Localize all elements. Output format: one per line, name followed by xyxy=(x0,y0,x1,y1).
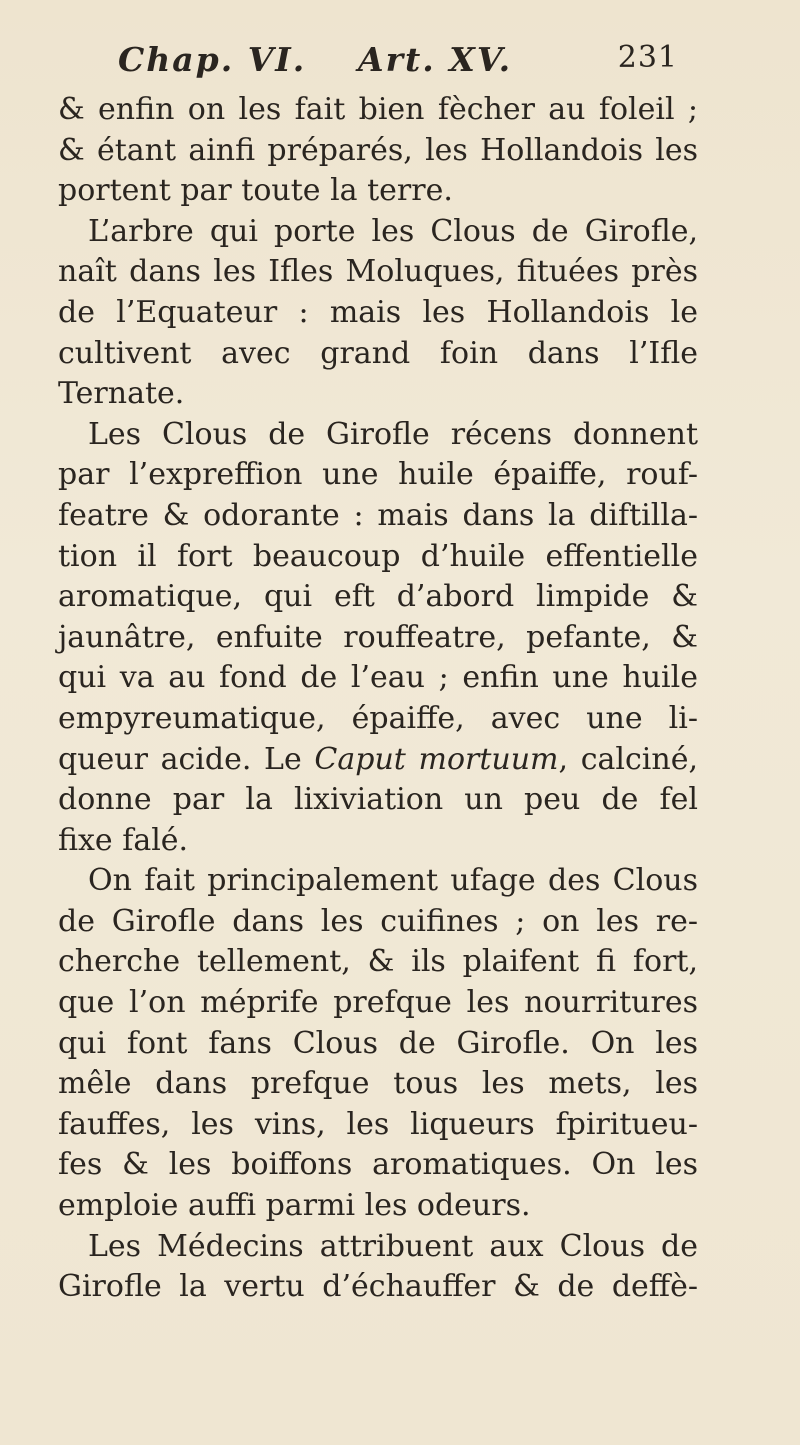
chapter-heading: Chap. VI. xyxy=(118,40,307,79)
text-line: On fait principalement ufage des Clous xyxy=(88,863,698,899)
article-heading: Art. XV. xyxy=(358,40,513,79)
text-line: & étant ainfi préparés, les Hollandois les xyxy=(58,132,698,168)
text-line: Les Médecins attribuent aux Clous de xyxy=(88,1228,698,1264)
text-line: aromatique, qui eft d’abord limpide & xyxy=(58,579,698,615)
text-line: featre & odorante : mais dans la diftilla- xyxy=(58,497,698,533)
italic-term: Caput mortuum xyxy=(314,741,559,777)
text-line: qui font fans Clous de Girofle. On les xyxy=(58,1025,698,1061)
text-line: Girofle la vertu d’échauffer & de deffè- xyxy=(58,1269,698,1305)
text-line: queur acide. Le Caput mortuum, calciné, xyxy=(58,741,698,777)
text-line: empyreumatique, épaiffe, avec une li- xyxy=(58,700,698,736)
text-line: jaunâtre, enfuite rouffeatre, pefante, & xyxy=(58,619,698,655)
text-line: fes & les boiffons aromatiques. On les xyxy=(58,1147,698,1183)
text-line: que l’on méprife prefque les nourritures xyxy=(58,985,698,1021)
text-line: mêle dans prefque tous les mets, les xyxy=(58,1066,698,1102)
text-line: de l’Equateur : mais les Hollandois le xyxy=(58,294,698,330)
text-line: tion il fort beaucoup d’huile effentielle xyxy=(58,538,698,574)
running-header xyxy=(118,40,678,90)
text-line: & enfin on les fait bien fècher au foleil ; xyxy=(58,92,698,127)
text-line: L’arbre qui porte les Clous de Girofle, xyxy=(88,213,698,249)
text-line: cultivent avec grand foin dans l’Ifle xyxy=(58,335,698,371)
text-line: donne par la lixiviation un peu de fel xyxy=(58,782,698,818)
text-line: cherche tellement, & ils plaifent fi fort, xyxy=(58,944,698,980)
text-line: qui va au fond de l’eau ; enfin une huile xyxy=(58,660,698,696)
text-line: fixe falé. xyxy=(58,822,189,858)
text-line: portent par toute la terre. xyxy=(58,173,453,209)
text-line: naît dans les Ifles Moluques, fituées près xyxy=(58,254,698,290)
text-body xyxy=(58,90,698,1308)
page-number: 231 xyxy=(617,40,678,75)
text-line: Les Clous de Girofle récens donnent xyxy=(88,416,698,452)
text-line: Ternate. xyxy=(58,376,185,412)
text-line: fauffes, les vins, les liqueurs fpiritueu- xyxy=(58,1106,698,1142)
text-line: emploie auffi parmi les odeurs. xyxy=(58,1188,531,1224)
text-line: de Girofle dans les cuifines ; on les re- xyxy=(58,903,698,939)
text-line: par l’expreffion une huile épaiffe, rouf- xyxy=(58,457,698,493)
